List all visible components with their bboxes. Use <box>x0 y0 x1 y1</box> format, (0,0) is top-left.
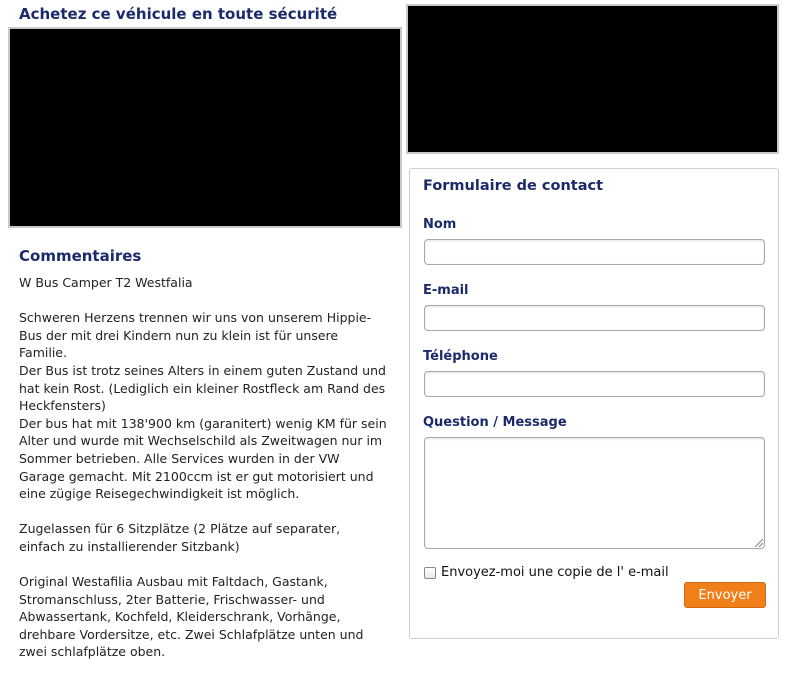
comment-paragraph: Original Westafilia Ausbau mit Faltdach, Gastank, Stromanschluss, 2ter Batterie, Frischwasser- und Abwassertank, Kochfeld, Kleiderschrank, Vorhänge, drehbare Vordersitze, etc. Zwei Schlafplätze unten und zwei schlafplätze oben. <box>19 574 364 660</box>
phone-label: Téléphone <box>423 349 498 364</box>
phone-input[interactable] <box>424 371 765 397</box>
contact-form-title: Formulaire de contact <box>423 178 604 194</box>
name-label: Nom <box>423 217 457 232</box>
copy-option <box>424 565 669 580</box>
message-label: Question / Message <box>423 415 567 430</box>
name-input[interactable] <box>424 239 765 265</box>
contact-form <box>409 168 779 639</box>
resize-handle-icon[interactable] <box>755 539 763 547</box>
comment-paragraph: Zugelassen für 6 Sitzplätze (2 Plätze auf separater, einfach zu installierender Sitzbank) <box>19 521 341 554</box>
comment-paragraph: W Bus Camper T2 Westfalia <box>19 275 193 290</box>
buy-safely-heading: Achetez ce véhicule en toute sécurité <box>19 5 338 23</box>
send-button[interactable]: Envoyer <box>684 582 766 608</box>
email-label: E-mail <box>423 283 469 298</box>
message-textarea[interactable] <box>424 437 765 549</box>
comments-body <box>19 274 389 679</box>
vehicle-image-redacted <box>8 27 402 228</box>
comment-paragraph: Schweren Herzens trennen wir uns von unserem Hippie-Bus der mit drei Kindern nun zu klein ist für unsere Familie. Der Bus ist trotz seines Alters in einem guten Zustand und hat kein Rost. (Lediglich ein kleiner Rostfleck am Rand des Heckfensters) Der bus hat mit 138'900 km (garanitert) wenig KM für sein Alter und wurde mit Wechselschild als Zweitwagen nur im Sommer betrieben. Alle Services wurden in der VW Garage gemacht. Mit 2100ccm ist er gut motorisiert und eine zügige Reisegechwindigkeit ist möglich. <box>19 310 387 502</box>
comments-heading: Commentaires <box>19 247 142 265</box>
email-input[interactable] <box>424 305 765 331</box>
copy-checkbox[interactable] <box>424 567 436 579</box>
copy-checkbox-label[interactable]: Envoyez-moi une copie de l' e-mail <box>441 565 669 580</box>
ad-banner-redacted <box>406 4 779 154</box>
